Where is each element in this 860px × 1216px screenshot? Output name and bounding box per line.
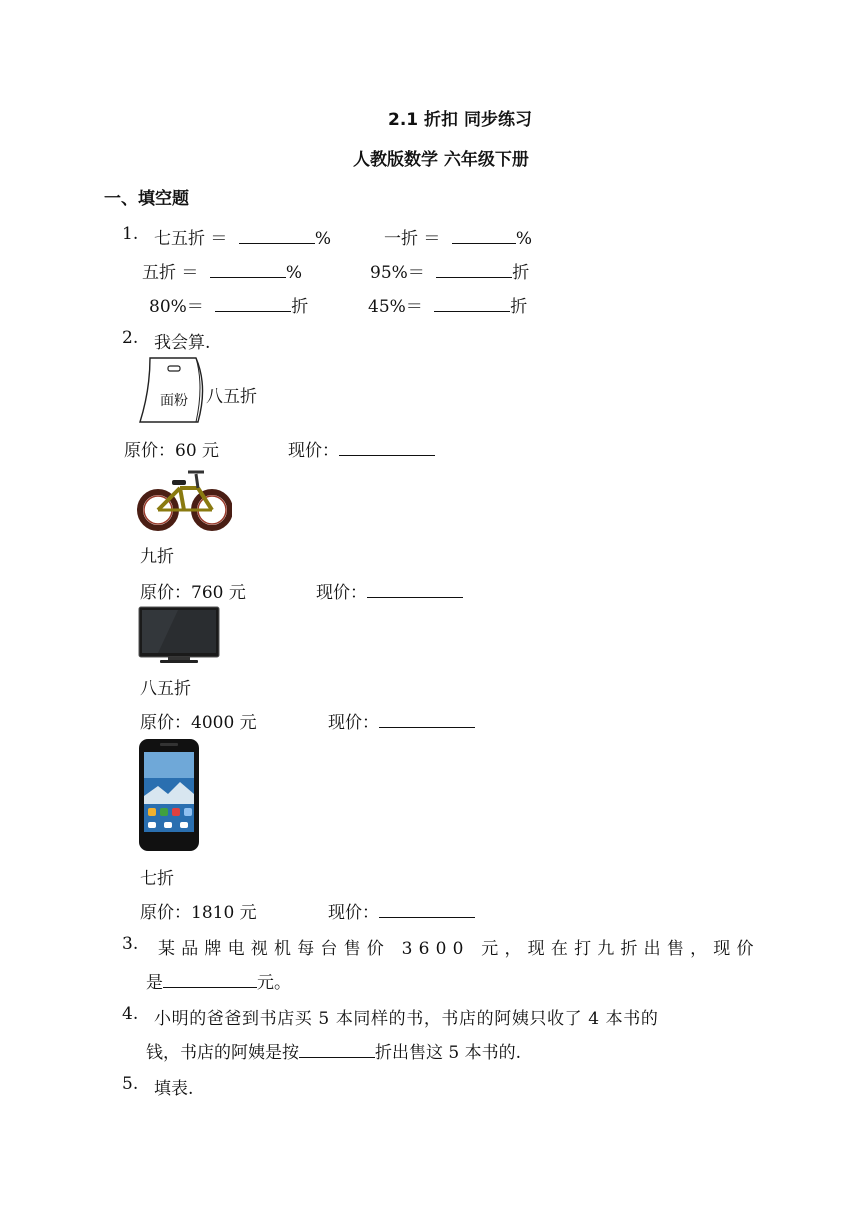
answer-blank[interactable] <box>299 1039 375 1058</box>
page-title: 2.1 折扣 同步练习 <box>388 110 532 130</box>
q1-r1b-label: 一折 ＝ <box>384 229 441 249</box>
q3-line2-start: 是 <box>146 973 163 993</box>
question-4-line2 <box>146 1038 521 1063</box>
q3-line2-end: 元。 <box>257 973 291 993</box>
item1-now-label: 现价： <box>288 441 339 461</box>
item2-current-price <box>316 578 463 603</box>
q1-row2-right <box>370 258 529 283</box>
flour-bag-label: 面粉 <box>160 393 188 409</box>
q1-r2a-label: 五折 ＝ <box>142 263 199 283</box>
answer-blank[interactable] <box>436 259 512 278</box>
answer-blank[interactable] <box>452 225 516 244</box>
q1-row2-left <box>142 258 302 283</box>
answer-blank[interactable] <box>239 225 315 244</box>
q1-row3-right <box>368 292 527 317</box>
item2-discount: 九折 <box>140 547 174 567</box>
item3-original-price: 原价：4000 元 <box>140 713 257 733</box>
item3-now-label: 现价： <box>328 713 379 733</box>
q1-r2b-unit: 折 <box>512 263 530 283</box>
question-4-line1: 小明的爸爸到书店买 5 本同样的书，书店的阿姨只收了 4 本书的 <box>154 1009 659 1029</box>
q1-r1a-unit: % <box>314 229 331 249</box>
item2-now-label: 现价： <box>316 583 367 603</box>
q1-r3a-label: 80%＝ <box>149 297 204 317</box>
answer-blank[interactable] <box>379 709 475 728</box>
answer-blank[interactable] <box>339 437 435 456</box>
q1-row1-left <box>154 224 331 249</box>
item4-now-label: 现价： <box>328 903 379 923</box>
tv-image <box>138 606 220 664</box>
item1-current-price <box>288 436 435 461</box>
q4-line2-start: 钱，书店的阿姨是按 <box>146 1043 299 1063</box>
q1-r3b-label: 45%＝ <box>368 297 423 317</box>
q4-line2-end: 折出售这 5 本书的. <box>375 1043 522 1063</box>
item3-discount: 八五折 <box>140 679 191 699</box>
q1-r2b-label: 95%＝ <box>370 263 425 283</box>
question-3-line2 <box>146 968 291 993</box>
bicycle-image <box>136 462 232 532</box>
item4-current-price <box>328 898 475 923</box>
question-1-number: 1. <box>122 224 139 244</box>
question-4-number: 4. <box>122 1004 139 1024</box>
question-2-number: 2. <box>122 328 139 348</box>
item1-original-price: 原价：60 元 <box>124 441 220 461</box>
item3-current-price <box>328 708 475 733</box>
question-3-number: 3. <box>122 934 139 954</box>
q1-r1b-unit: % <box>515 229 532 249</box>
q1-r1a-label: 七五折 ＝ <box>154 229 228 249</box>
q1-r3a-unit: 折 <box>291 297 309 317</box>
item4-original-price: 原价：1810 元 <box>140 903 257 923</box>
item1-discount: 八五折 <box>206 387 257 407</box>
section-heading: 一、填空题 <box>104 189 189 209</box>
answer-blank[interactable] <box>367 579 463 598</box>
question-5-number: 5. <box>122 1074 139 1094</box>
question-5-text: 填表. <box>154 1079 194 1099</box>
phone-image <box>138 738 200 852</box>
answer-blank[interactable] <box>215 293 291 312</box>
answer-blank[interactable] <box>379 899 475 918</box>
q1-row1-right <box>384 224 532 249</box>
item2-original-price: 原价：760 元 <box>140 583 246 603</box>
q1-r2a-unit: % <box>285 263 302 283</box>
page-subtitle: 人教版数学 六年级下册 <box>353 150 529 170</box>
question-2-text: 我会算. <box>154 333 211 353</box>
answer-blank[interactable] <box>434 293 510 312</box>
question-3-line1: 某品牌电视机每台售价 3600 元，现在打九折出售，现价 <box>158 939 760 959</box>
answer-blank[interactable] <box>163 969 257 988</box>
item4-discount: 七折 <box>140 869 174 889</box>
q1-row3-left <box>149 292 308 317</box>
answer-blank[interactable] <box>210 259 286 278</box>
q1-r3b-unit: 折 <box>510 297 528 317</box>
